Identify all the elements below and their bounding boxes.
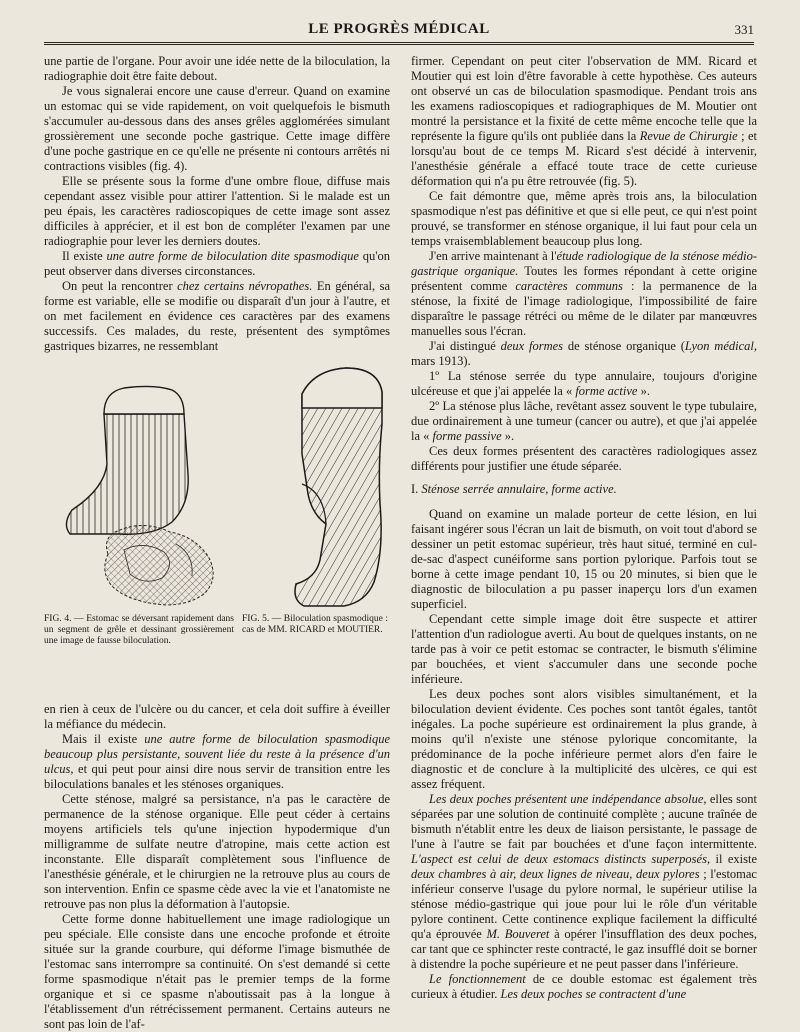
paragraph: Mais il existe une autre forme de biloculation spasmodique beaucoup plus persistante, souvent liée du reste à la présence d'un ulcus, et qui peut pour ainsi dire nous servir de transition entre les biloculations banales et les sténoses organiques. bbox=[44, 732, 390, 791]
paragraph: Cette sténose, malgré sa persistance, n'a pas le caractère de permanence de la sténose organique. Elle peut céder à certains moyens artificiels tels qu'une injection hypodermique d'un milligramme de sulfate neutre d'atropine, mais cette action est inconstante. Elle disparaît complètement sous l'influence de l'anesthésie générale, et le chirurgien ne la retrouve plus au cours de son intervention. Enfin ce spasme cède avec la vie et l'anatomiste ne retrouve pas non plus la déformation à l'autopsie. bbox=[44, 792, 390, 911]
paragraph: Elle se présente sous la forme d'une ombre floue, diffuse mais cependant assez visible pour attirer l'attention. Si le malade est un peu épais, les caractères radioscopiques de cette image sont assez difficiles à apprécier, et il est bon de compléter l'examen par une radiographie pour lever les derniers doutes. bbox=[44, 174, 390, 248]
figure-4-caption: FIG. 4. — Estomac se déversant rapidement dans un segment de grêle et dessinant grossièrement une image de fausse biloculation. bbox=[44, 614, 234, 646]
paragraph: Ces deux formes présentent des caractères radiologiques assez différents pour justifier une étude séparée. bbox=[411, 444, 757, 473]
paragraph: Les deux poches présentent une indépendance absolue, elles sont séparées par une solution de continuité complète ; aucune traînée de bismuth n'établit entre les deux de liaison persistante, le passage de l'une à l'autre se fait par bouchées et d'une façon intermittente. L'aspect est celui de deux estomacs distincts superposés, il existe deux chambres à air, deux lignes de niveau, deux pylores ; l'estomac inférieur conserve l'usage du pylore normal, le supérieur utilise la sténose médio-gastrique qui joue pour lui le rôle d'un véritable pylore continent. Cette continence explique facilement la difficulté qu'a éprouvée M. Bouveret à opérer l'insufflation des deux poches, car tant que ce sphincter reste contracté, le gaz insufflé doit se borner à distendre la poche supérieure et ne peut passer dans l'inférieure. bbox=[411, 792, 758, 971]
figure-drawings bbox=[44, 364, 390, 614]
paragraph: Cette forme donne habituellement une image radiologique un peu spéciale. Elle consiste dans une encoche profonde et étroite située sur la grande courbure, qui déforme l'image bismuthée de l'estomac sans interrompre sa continuité. On s'est demandé si cette forme spasmodique n'était pas le premier temps de la forme organique et si ce spasme n'aboutissait pas à la longue à l'établissement d'un rétrécissement permanent. Certains auteurs ne sont pas loin de l'af- bbox=[44, 912, 390, 1031]
paragraph: Ce fait démontre que, même après trois ans, la biloculation spasmodique n'est pas définitive et que si elle peut, ce qui n'est point prouvé, se transformer en sténose organique, il lui faut pour cela un temps vraisemblablement beaucoup plus long. bbox=[411, 189, 757, 248]
figures-4-5 bbox=[44, 364, 390, 694]
paragraph: une partie de l'organe. Pour avoir une idée nette de la biloculation, la radiographie doit être faite debout. bbox=[44, 54, 390, 83]
right-column bbox=[411, 54, 757, 1002]
paragraph: Il existe une autre forme de biloculation dite spasmodique qu'on peut observer dans diverses circonstances. bbox=[44, 249, 390, 278]
paragraph: 1º La sténose serrée du type annulaire, toujours d'origine ulcéreuse et que j'ai appelée la « forme active ». bbox=[411, 369, 757, 398]
paragraph: firmer. Cependant on peut citer l'observation de MM. Ricard et Moutier qui est loin d'être favorable à cette hypothèse. Ces auteurs ont observé un cas de biloculation spasmodique. Pendant trois ans les examens radioscopiques et radiographiques de M. Moutier ont montré la persistance et la fixité de cette même encoche telle que la représente la figure qu'ils ont publiée dans la Revue de Chirurgie ; et lorsqu'au bout de ce temps M. Ricard s'est décidé à intervenir, l'anesthésie générale a effacé toute trace de cette curieuse déformation qui n'a pu être retrouvée (fig. 5). bbox=[411, 54, 757, 188]
page-header bbox=[44, 18, 754, 45]
left-column bbox=[44, 54, 390, 1032]
paragraph: Le fonctionnement de ce double estomac est également très curieux à étudier. Les deux poches se contractent d'une bbox=[411, 972, 757, 1001]
figure-5-caption: FIG. 5. — Biloculation spasmodique : cas de MM. RICARD et MOUTIER. bbox=[242, 614, 388, 635]
paragraph: Les deux poches sont alors visibles simultanément, et la biloculation devient évidente. Ces poches sont tantôt égales, tantôt inégales. La poche supérieure est ordinairement la plus grande, à moins qu'il n'existe une sténose pylorique concomitante, la prédominance de la poche inférieure permet alors d'en faire le diagnostic et de conclure à la multiplicité des ulcères, ce qui est assez fréquent. bbox=[411, 687, 757, 791]
paragraph: 2º La sténose plus lâche, revêtant assez souvent le type tubulaire, due ordinairement à une tumeur (cancer ou autre), et que j'ai appelée la « forme passive ». bbox=[411, 399, 757, 443]
paragraph: On peut la rencontrer chez certains névropathes. En général, sa forme est variable, elle se modifie ou disparaît d'un jour à l'autre, et on met facilement en évidence ces caractères par des examens successifs. Ces malades, du reste, présentent des symptômes gastriques bizarres, ne ressemblant bbox=[44, 279, 390, 353]
section-heading: I. Sténose serrée annulaire, forme active. bbox=[411, 482, 617, 496]
paragraph: Cependant cette simple image doit être suspecte et attirer l'attention d'un radiologue averti. Au bout de quelques instants, on ne tarde pas à voir ce petit estomac se contracter, le bismuth s'élimine par bouchées, et vient s'accumuler dans une seconde poche inférieure. bbox=[411, 612, 757, 686]
paragraph: en rien à ceux de l'ulcère ou du cancer, et cela doit suffire à éveiller la méfiance du médecin. bbox=[44, 702, 390, 731]
fig4-stomach-drawing bbox=[66, 386, 188, 534]
page-number: 331 bbox=[734, 22, 754, 37]
fig5-stomach-drawing bbox=[295, 368, 382, 606]
paragraph: J'en arrive maintenant à l'étude radiologique de la sténose médio-gastrique organique. Toutes les formes répondant à cette origine présentent comme caractères communs : la permanence de la sténose, la fixité de l'image radiologique, l'impossibilité de faire disparaître le passage rétréci ou même de le dilater par manœuvres manuelles sous l'écran. bbox=[411, 249, 757, 338]
fig4-intestine-drawing bbox=[105, 525, 213, 604]
paragraph: Quand on examine un malade porteur de cette lésion, en lui faisant ingérer sous l'écran un lait de bismuth, on voit tout d'abord se dessiner un petit estomac supérieur, très haut situé, terminé en cul-de-sac d'aspect cunéiforme sans portion pylorique. Parfois tout se borne à cette image pendant 10, 15 ou 20 minutes, si bien que le diagnostic de biloculation a pu passer inaperçu lors d'un examen superficiel. bbox=[411, 507, 757, 611]
paragraph: J'ai distingué deux formes de sténose organique (Lyon médical, mars 1913). bbox=[411, 339, 757, 368]
paragraph: Je vous signalerai encore une cause d'erreur. Quand on examine un estomac qui se vide rapidement, on voit quelquefois le bismuth s'accumuler au-dessous dans des anses grêles agglomérées simulant grossièrement une seconde poche gastrique. Cette image diffère d'une poche gastrique en ce qu'elle ne présente ni contours arrêtés ni contractions visibles (fig. 4). bbox=[44, 84, 390, 173]
journal-title: LE PROGRÈS MÉDICAL bbox=[308, 21, 490, 37]
